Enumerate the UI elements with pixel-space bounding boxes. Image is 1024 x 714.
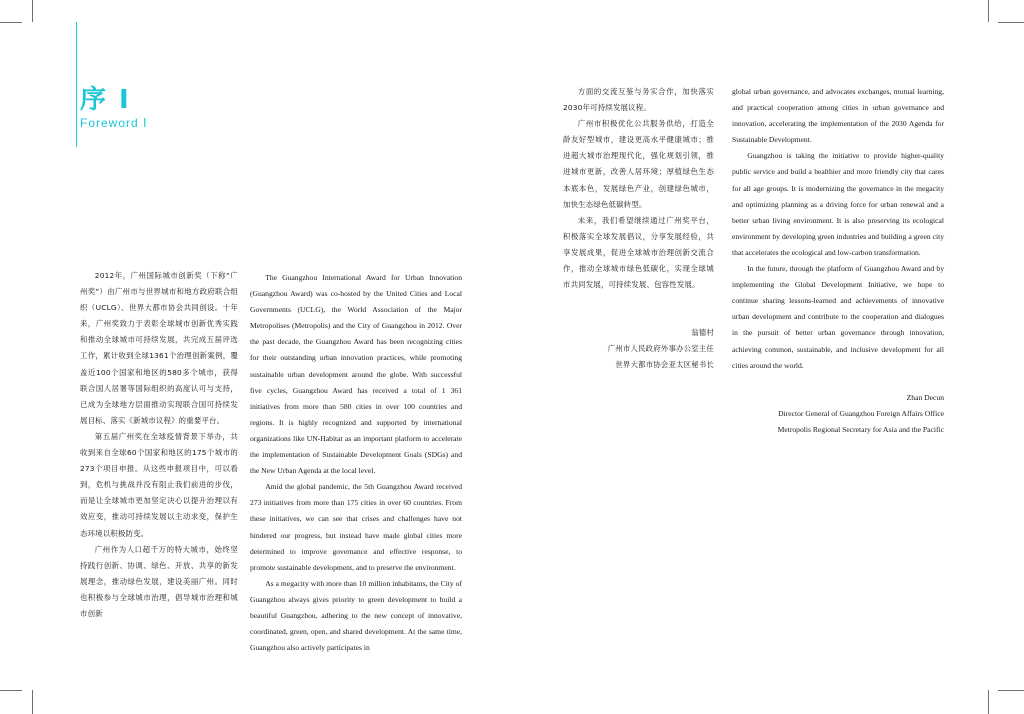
crop-mark — [32, 690, 33, 714]
spacer — [563, 293, 714, 325]
paragraph: global urban governance, and advocates exchanges, mutual learning, and practical cooperation among cities in urban governance and innovation, accelerating the implementation of the 2030 Agenda for Sustainable Development. — [732, 87, 944, 145]
signature-title-en: Director General of Guangzhou Foreign Affairs Office — [778, 408, 944, 418]
page-title: 序 I — [80, 85, 131, 115]
crop-mark — [988, 0, 989, 22]
crop-mark — [988, 690, 989, 714]
paragraph: Guangzhou is taking the initiative to provide higher-quality public service and build a healthier and more friendly city that cares for all age groups. It is modernizing the governance in the megacity and optimizing planning as a driving force for urban renewal and a better urban living environment. It is also preserving its ecological environment by developing green industries and building a green city that accelerates the ecological and low-carbon transformation. — [732, 151, 944, 257]
signature-title-cn: 世界大都市协会亚太区秘书长 — [615, 360, 714, 370]
crop-mark — [998, 22, 1024, 23]
signature-name-cn: 翁德村 — [691, 328, 714, 338]
paragraph: The Guangzhou International Award for Urban Innovation (Guangzhou Award) was co-hosted by the United Cities and Local Governments (UCLG), the World Association of the Major Metropolises (Metropolis) and the City of Guangzhou in 2012. Over the past decade, the Guangzhou Award has been recognizing cities for their outstanding urban innovation practices, while promoting sustainable urban development around the globe. With successful five cycles, Guangzhou Award has received a total of 1 361 initiatives from more than 580 cities in over 100 countries and regions. It is highly recognized and supported by international organizations like UN-Habitat as an important platform to accelerate the implementation of Sustainable Development Goals (SDGs) and the New Urban Agenda at the local level. — [250, 273, 462, 476]
accent-rule — [76, 22, 77, 147]
signature-title-en: Metropolis Regional Secretary for Asia and the Pacific — [777, 424, 944, 434]
paragraph: 方面的交流互鉴与务实合作，加快落实2030年可持续发展议程。 — [563, 87, 714, 113]
signature-name-en: Zhan Decun — [906, 392, 944, 402]
crop-mark — [0, 690, 22, 691]
paragraph: Amid the global pandemic, the 5th Guangzhou Award received 273 initiatives from more than 175 cities in over 60 countries. From these initiatives, we can see that crises and challenges have not hindered our progress, but instead have made global cities more determined to improve governance and effective response, to promote sustainable development, and to preserve the environment. — [250, 482, 462, 572]
english-column-right — [732, 84, 944, 438]
paragraph: In the future, through the platform of Guangzhou Award and by implementing the Global Development Initiative, we hope to continue sharing lessons-learned and achievements of innovative urban development and contribute to the cooperation and dialogues in the pursuit of better urban governance through innovation, achieving common, sustainable, and inclusive development for all cities around the world. — [732, 264, 944, 370]
paragraph: 未来，我们希望继续通过广州奖平台，积极落实全球发展倡议，分享发展经验，共享发展成果，促进全球城市治理创新交流合作，推动全球城市绿色低碳化，实现全球城市共同发展，可持续发展、包容性发展。 — [563, 215, 714, 290]
crop-mark — [0, 22, 22, 23]
spacer — [732, 374, 944, 390]
signature-title-cn: 广州市人民政府外事办公室主任 — [607, 344, 714, 354]
paragraph: 2012年，广州国际城市创新奖（下称“广州奖”）由广州市与世界城市和地方政府联合组织（UCLG）、世界大都市协会共同创设。十年来，广州奖致力于表彰全球城市创新优秀实践和推动全球城市可持续发展，共完成五届评选工作，累计收到全球1361个治理创新案例，覆盖近100个国家和地区的580多个城市，获得联合国人居署等国际组织的高度认可与支持，已成为全球地方层面推动实现联合国可持续发展目标、落实《新城市议程》的重要平台。 — [80, 271, 238, 425]
paragraph: 广州市积极优化公共服务供给，打造全龄友好型城市，建设更高水平健康城市；推进超大城市治理现代化，强化规划引领，推进城市更新，改善人居环境；厚植绿色生态本底本色，发展绿色产业，创建绿色城市，加快生态绿色低碳转型。 — [563, 119, 714, 209]
paragraph: 广州作为人口超千万的特大城市，始终坚持践行创新、协调、绿色、开放、共享的新发展理念，推动绿色发展，建设美丽广州。同时也积极参与全球城市治理，倡导城市治理和城市创新 — [80, 544, 238, 618]
paragraph: As a megacity with more than 10 million inhabitants, the City of Guangzhou always gives priority to green development to build a beautiful Guangzhou, adhering to the new concept of innovative, coordinated, green, open, and shared development. At the same time, Guangzhou also actively participates in — [250, 578, 462, 653]
crop-mark — [998, 690, 1024, 691]
chinese-column-right — [563, 84, 714, 374]
english-column-left — [250, 270, 462, 656]
paragraph: 第五届广州奖在全球疫情背景下举办，共收到来自全球60个国家和地区的175个城市的273个项目申报。从这些申报项目中，可以看到，危机与挑战并没有阻止我们前进的步伐，而是让全球城市更加坚定决心以提升治理以有效应变，推动可持续发展以主动求变，保护生态环境以积极防变。 — [80, 431, 238, 538]
crop-mark — [32, 0, 33, 22]
page-subtitle: Foreword Ⅰ — [80, 116, 148, 130]
chinese-column-left — [80, 268, 238, 622]
